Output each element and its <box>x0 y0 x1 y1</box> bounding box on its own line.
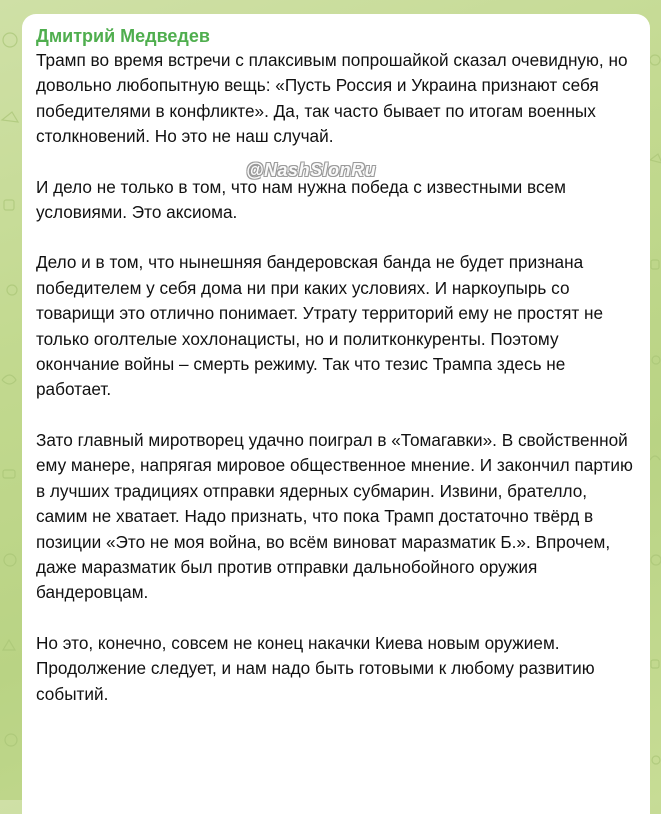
message-bubble[interactable] <box>22 14 650 814</box>
message-paragraph-5: Но это, конечно, совсем не конец накачки Киева новым оружием. Продолжение следует, и нам надо быть готовыми к любому развитию событий. <box>36 632 595 704</box>
watermark-text: @NashSlonRu <box>246 160 377 180</box>
message-paragraph-1: Трамп во время встречи с плаксивым попрошайкой сказал очевидную, но довольно любопытную вещь: «Пусть Россия и Украина признают себя победителями в конфликте». Да, так часто бывает по итогам военных столкновений. Но это не наш случай. <box>36 50 628 147</box>
message-paragraph-4: Зато главный миротворец удачно поиграл в «Томагавки». В свойственной ему манере, напрягая мировое общественное мнение. И закончил партию в лучших традициях отправки ядерных субмарин. Извини, брателло, самим не хватает. Надо признать, что пока Трамп достаточно твёрд в позиции «Это не моя война, во всём виноват маразматик Б.». Впрочем, даже маразматик был против отправки дальнобойного оружия бандеровцам. <box>36 429 633 603</box>
message-paragraph-2: И дело не только в том, что нам нужна победа с известными всем условиями. Это аксиома. <box>36 176 566 223</box>
message-paragraph-3: Дело и в том, что нынешняя бандеровская банда не будет признана победителем у себя дома ни при каких условиях. И наркоупырь со товарищи это отлично понимает. Утрату территорий ему не простят не только оголтелые хохлонацисты, но и политконкуренты. Поэтому окончание войны – смерть режиму. Так что тезис Трампа здесь не работает. <box>36 252 604 400</box>
author-name[interactable]: Дмитрий Медведев <box>36 26 210 46</box>
